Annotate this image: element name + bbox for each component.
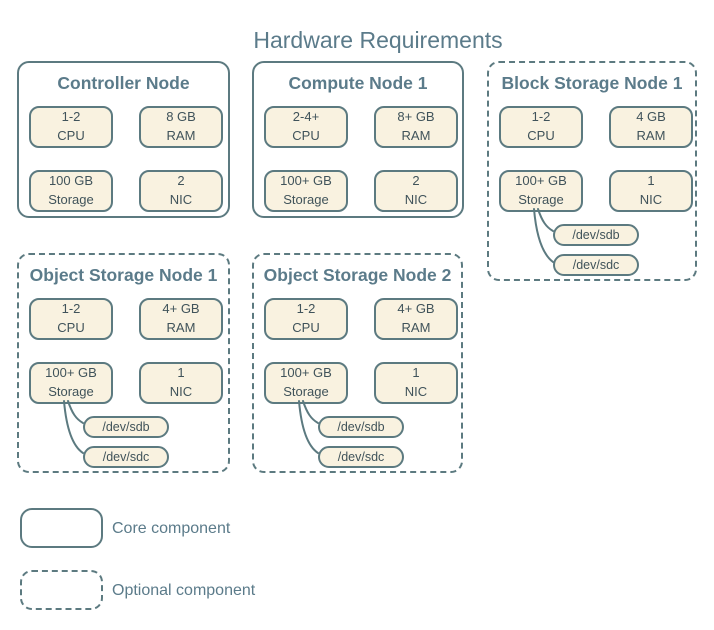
object-storage-1-nic-box xyxy=(139,362,223,404)
node-object-storage-2-title: Object Storage Node 2 xyxy=(263,265,452,285)
object-storage-2-cpu-value: 1-2 xyxy=(296,301,316,317)
controller-ram-box xyxy=(139,106,223,148)
object-storage-1-storage-label: Storage xyxy=(48,384,94,399)
compute-cpu-label: CPU xyxy=(292,128,320,143)
legend-optional-label: Optional component xyxy=(112,582,256,599)
controller-nic-value: 2 xyxy=(177,173,185,189)
controller-nic-box xyxy=(139,170,223,212)
compute-storage-value: 100+ GB xyxy=(280,173,332,189)
legend-core-label: Core component xyxy=(112,520,231,537)
object-storage-2-storage-box xyxy=(264,362,348,404)
object-storage-2-storage-label: Storage xyxy=(283,384,329,399)
controller-ram-label: RAM xyxy=(166,128,196,143)
object-storage-1-cpu-label: CPU xyxy=(57,320,85,335)
object-storage-2-cpu-box xyxy=(264,298,348,340)
controller-nic-label: NIC xyxy=(169,192,193,207)
node-object-storage-1 xyxy=(17,253,230,473)
node-compute-1 xyxy=(252,61,464,218)
block-storage-disk-sdb-pill: /dev/sdb xyxy=(553,224,639,246)
object-storage-2-ram-value: 4+ GB xyxy=(397,301,435,317)
controller-storage-box xyxy=(29,170,113,212)
object-storage-1-storage-value: 100+ GB xyxy=(45,365,97,381)
block-storage-cpu-value: 1-2 xyxy=(531,109,551,125)
object-storage-1-ram-value: 4+ GB xyxy=(162,301,200,317)
legend-core-swatch xyxy=(20,508,103,548)
object-storage-2-nic-box xyxy=(374,362,458,404)
object-storage-2-nic-value: 1 xyxy=(412,365,420,381)
object-storage-1-cpu-value: 1-2 xyxy=(61,301,81,317)
block-storage-ram-label: RAM xyxy=(636,128,666,143)
compute-cpu-value: 2-4+ xyxy=(292,109,320,125)
object-storage-2-storage-value: 100+ GB xyxy=(280,365,332,381)
object-storage-2-ram-box xyxy=(374,298,458,340)
block-storage-storage-value: 100+ GB xyxy=(515,173,567,189)
object-storage-1-disk-sdb-pill: /dev/sdb xyxy=(83,416,169,438)
node-block-storage-1-title: Block Storage Node 1 xyxy=(501,73,683,93)
node-compute-1-title: Compute Node 1 xyxy=(288,73,428,93)
node-block-storage-1 xyxy=(487,61,697,281)
block-storage-ram-box xyxy=(609,106,693,148)
object-storage-1-nic-value: 1 xyxy=(177,365,185,381)
compute-storage-label: Storage xyxy=(283,192,329,207)
legend-optional-swatch xyxy=(20,570,103,610)
object-storage-1-disk-sdc-pill: /dev/sdc xyxy=(83,446,169,468)
node-object-storage-2 xyxy=(252,253,463,473)
object-storage-2-disk-sdc-pill: /dev/sdc xyxy=(318,446,404,468)
object-storage-1-storage-box xyxy=(29,362,113,404)
block-storage-storage-box xyxy=(499,170,583,212)
block-storage-cpu-label: CPU xyxy=(527,128,555,143)
object-storage-1-nic-label: NIC xyxy=(169,384,193,399)
node-object-storage-1-title: Object Storage Node 1 xyxy=(29,265,218,285)
object-storage-1-cpu-box xyxy=(29,298,113,340)
compute-ram-value: 8+ GB xyxy=(397,109,435,125)
compute-ram-label: RAM xyxy=(401,128,431,143)
object-storage-1-ram-box xyxy=(139,298,223,340)
compute-storage-box xyxy=(264,170,348,212)
controller-cpu-box xyxy=(29,106,113,148)
diagram-title: Hardware Requirements xyxy=(253,27,503,53)
object-storage-2-nic-label: NIC xyxy=(404,384,428,399)
block-storage-storage-label: Storage xyxy=(518,192,564,207)
block-storage-nic-box xyxy=(609,170,693,212)
controller-storage-label: Storage xyxy=(48,192,94,207)
object-storage-2-disk-sdb-pill: /dev/sdb xyxy=(318,416,404,438)
node-controller-title: Controller Node xyxy=(57,73,190,93)
block-storage-ram-value: 4 GB xyxy=(636,109,666,125)
block-storage-disk-sdc-pill: /dev/sdc xyxy=(553,254,639,276)
object-storage-1-ram-label: RAM xyxy=(166,320,196,335)
object-storage-2-cpu-label: CPU xyxy=(292,320,320,335)
compute-ram-box xyxy=(374,106,458,148)
compute-cpu-box xyxy=(264,106,348,148)
compute-nic-label: NIC xyxy=(404,192,428,207)
node-controller xyxy=(17,61,230,218)
block-storage-nic-label: NIC xyxy=(639,192,663,207)
block-storage-cpu-box xyxy=(499,106,583,148)
compute-nic-box xyxy=(374,170,458,212)
controller-cpu-label: CPU xyxy=(57,128,85,143)
controller-storage-value: 100 GB xyxy=(48,173,94,189)
controller-cpu-value: 1-2 xyxy=(61,109,81,125)
compute-nic-value: 2 xyxy=(412,173,420,189)
block-storage-nic-value: 1 xyxy=(647,173,655,189)
object-storage-2-ram-label: RAM xyxy=(401,320,431,335)
controller-ram-value: 8 GB xyxy=(166,109,196,125)
